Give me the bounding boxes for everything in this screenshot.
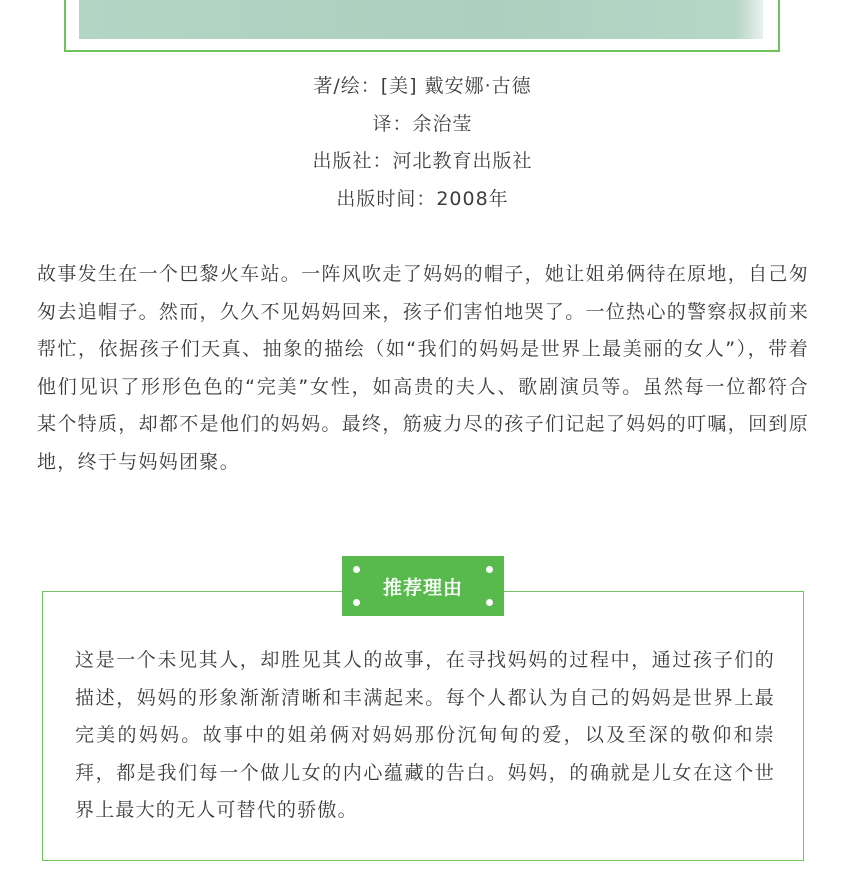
recommendation-paragraph: 这是一个未见其人，却胜见其人的故事，在寻找妈妈的过程中，通过孩子们的描述，妈妈的形象渐渐清晰和丰满起来。每个人都认为自己的妈妈是世界上最完美的妈妈。故事中的姐弟俩对妈妈那份沉甸甸的爱，以及至深的敬仰和崇拜，都是我们每一个做儿女的内心蕴藏的告白。妈妈，的确就是儿女在这个世界上最大的无人可替代的骄傲。 (75, 649, 775, 821)
publish-time-line: 出版时间：2008年 (336, 187, 509, 210)
corner-dot (353, 566, 360, 573)
translator-line: 译：余治莹 (372, 112, 473, 135)
author-line: 著/绘：[美] 戴安娜·古德 (313, 75, 532, 97)
synopsis-paragraph: 故事发生在一个巴黎火车站。一阵风吹走了妈妈的帽子，她让姐弟俩待在原地，自己匆匆去追帽子。然而，久久不见妈妈回来，孩子们害怕地哭了。一位热心的警察叔叔前来帮忙，依据孩子们天真、抽象的描绘（如“我们的妈妈是世界上最美丽的女人”），带着他们见识了形形色色的“完美”女性，如高贵的夫人、歌剧演员等。虽然每一位都符合某个特质，却都不是他们的妈妈。最终，筋疲力尽的孩子们记起了妈妈的叮嘱，回到原地，终于与妈妈团聚。 (37, 263, 809, 473)
book-cover-frame (64, 0, 780, 52)
book-info (0, 68, 845, 218)
corner-dot (486, 566, 493, 573)
recommendation-title: 推荐理由 (382, 576, 463, 599)
corner-dot (486, 599, 493, 606)
corner-dot (353, 599, 360, 606)
book-cover-image (79, 0, 763, 39)
publisher-line: 出版社：河北教育出版社 (312, 150, 533, 172)
recommendation-title-tab (342, 556, 504, 616)
